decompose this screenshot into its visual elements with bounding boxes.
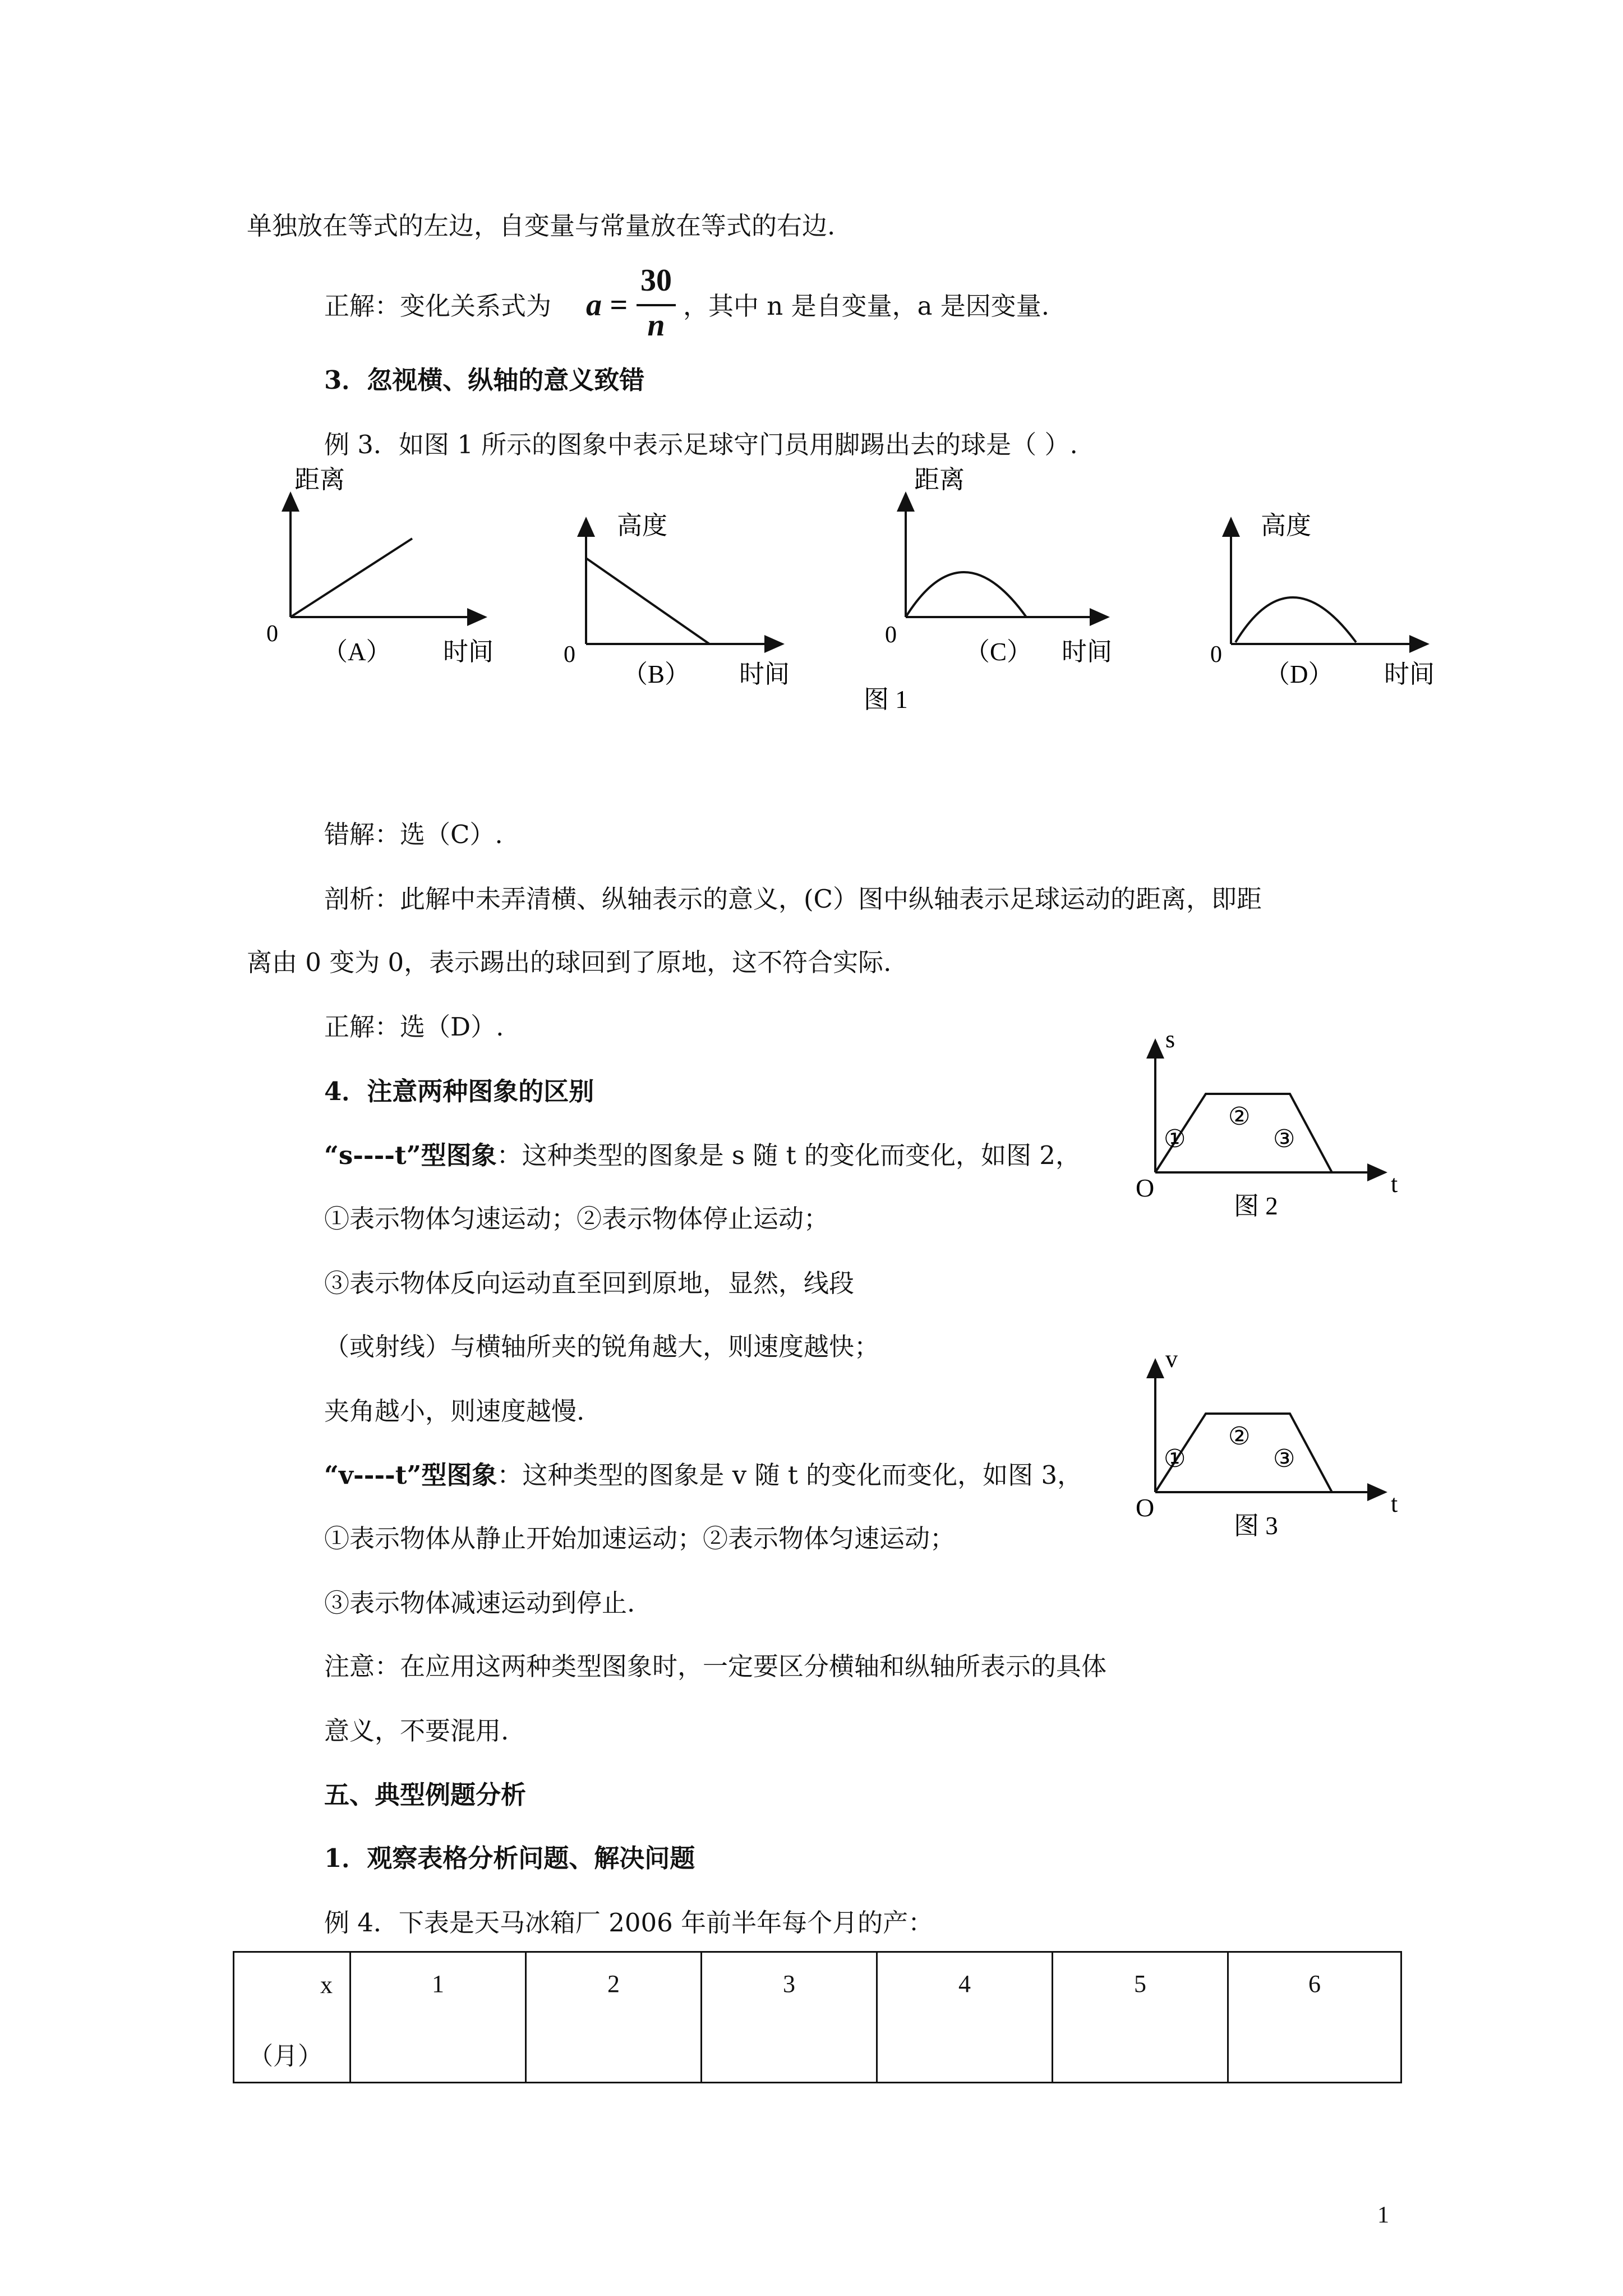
graph-d-curve: [1235, 597, 1356, 642]
figure-3-y-label: v: [1165, 1345, 1178, 1373]
vt-paragraph: [324, 1462, 1082, 1488]
figure-1-caption: 图 1: [864, 685, 908, 714]
graph-b: [564, 512, 790, 688]
table-cell-month-6: 6: [1228, 1952, 1401, 2083]
graph-a-y-label: 距离: [294, 466, 345, 494]
formula-lhs: a =: [586, 288, 628, 323]
graph-c-y-label: 距离: [914, 466, 965, 494]
graph-a-x-label: 时间: [443, 638, 494, 666]
row-label-month: （月）: [248, 2042, 322, 2070]
graph-c-origin: 0: [885, 622, 897, 648]
graph-b-y-label: 高度: [617, 512, 668, 540]
correct-solution-1-suffix: ，其中 n 是自变量，a 是因变量.: [683, 291, 1050, 321]
figure-2-x-label: t: [1391, 1170, 1398, 1198]
figure-3-marker-1: ①: [1164, 1445, 1186, 1473]
graph-d: [1210, 512, 1435, 688]
vt-title: “v----t”型图象: [324, 1460, 497, 1490]
table-cell-month-5: 5: [1053, 1952, 1228, 2083]
figure-3-caption: 图 3: [1234, 1512, 1278, 1540]
figure-2-marker-1: ①: [1164, 1125, 1186, 1153]
graph-d-x-label: 时间: [1384, 660, 1435, 688]
st-title: “s----t”型图象: [324, 1140, 497, 1170]
correct-solution-3: 正解：选（D）.: [324, 1012, 504, 1042]
analysis-line-2: 离由 0 变为 0，表示踢出的球回到了原地，这不符合实际.: [247, 947, 892, 977]
note-line-2: 意义，不要混用.: [324, 1716, 509, 1746]
graph-b-origin: 0: [564, 642, 575, 668]
figure-2-caption: 图 2: [1234, 1192, 1278, 1220]
graph-d-y-label: 高度: [1261, 512, 1312, 540]
row-label-x: x: [320, 1971, 333, 1999]
st-line-4: 夹角越小，则速度越慢.: [324, 1396, 585, 1426]
graph-b-label: （B）: [623, 660, 690, 688]
figure-3: [1110, 1329, 1424, 1565]
example-4: 例 4．下表是天马冰箱厂 2006 年前半年每个月的产：: [324, 1908, 934, 1938]
formula-denominator: n: [647, 308, 665, 343]
note-line-1: 注意：在应用这两种类型图象时，一定要区分横轴和纵轴所表示的具体: [324, 1651, 1107, 1681]
figure-2-y-label: s: [1165, 1025, 1175, 1053]
text-line-1: 单独放在等式的左边，自变量与常量放在等式的右边.: [247, 211, 836, 241]
heading-3: 3．忽视横、纵轴的意义致错: [324, 365, 645, 395]
table-cell-month-3: 3: [702, 1952, 877, 2083]
graph-d-label: （D）: [1265, 660, 1334, 688]
subheading-1: 1．观察表格分析问题、解决问题: [324, 1843, 695, 1873]
st-paragraph: [324, 1140, 1081, 1170]
figure-2-marker-3: ③: [1273, 1125, 1295, 1153]
graph-c-label: （C）: [965, 638, 1032, 666]
graph-a-label: （A）: [322, 638, 391, 666]
example-3: 例 3．如图 1 所示的图象中表示足球守门员用脚踢出去的球是（ ）.: [324, 430, 1078, 459]
page-number: 1: [1377, 2202, 1389, 2228]
vt-description: ：这种类型的图象是 v 随 t 的变化而变化，如图 3，: [497, 1460, 1083, 1490]
st-description: ：这种类型的图象是 s 随 t 的变化而变化，如图 2，: [496, 1140, 1081, 1170]
graph-b-x-label: 时间: [739, 660, 790, 688]
vt-line-2: ③表示物体减速运动到停止.: [324, 1588, 635, 1618]
graph-a: [266, 466, 494, 666]
figure-2: [1110, 1010, 1424, 1245]
graph-c: [885, 466, 1112, 666]
graph-a-curve: [291, 539, 412, 617]
figure-2-origin: O: [1136, 1174, 1155, 1202]
wrong-answer: 错解：选（C）.: [324, 820, 503, 849]
table-cell-month-4: 4: [877, 1952, 1053, 2083]
graph-c-x-label: 时间: [1062, 638, 1113, 666]
correct-solution-1-prefix: 正解：变化关系式为: [324, 291, 552, 321]
st-line-2: ③表示物体反向运动直至回到原地，显然，线段: [324, 1268, 855, 1298]
section-5-heading: 五、典型例题分析: [324, 1780, 527, 1810]
figure-3-origin: O: [1136, 1493, 1155, 1522]
table-cell-month-2: 2: [526, 1952, 702, 2083]
analysis-line-1: 剖析：此解中未弄清横、纵轴表示的意义，(C）图中纵轴表示足球运动的距离，即距: [324, 884, 1262, 914]
formula-numerator: 30: [640, 263, 672, 298]
table-row-label-cell: [234, 1952, 351, 2083]
figure-3-marker-2: ②: [1228, 1423, 1251, 1450]
figure-1: [0, 0, 1623, 785]
st-line-1: ①表示物体匀速运动；②表示物体停止运动；: [324, 1204, 829, 1234]
st-line-3: （或射线）与横轴所夹的锐角越大，则速度越快；: [324, 1332, 880, 1361]
figure-3-marker-3: ③: [1273, 1445, 1295, 1473]
heading-4: 4．注意两种图象的区别: [324, 1076, 594, 1106]
graph-a-origin: 0: [266, 621, 278, 647]
graph-d-origin: 0: [1210, 642, 1222, 668]
figure-3-x-label: t: [1391, 1490, 1398, 1517]
vt-line-1: ①表示物体从静止开始加速运动；②表示物体匀速运动；: [324, 1524, 956, 1553]
graph-b-curve: [586, 558, 709, 644]
production-table: [233, 1951, 1402, 2083]
table-cell-month-1: 1: [351, 1952, 526, 2083]
graph-c-curve: [906, 572, 1026, 617]
table-row: [234, 1952, 1401, 2083]
figure-2-marker-2: ②: [1228, 1103, 1251, 1130]
